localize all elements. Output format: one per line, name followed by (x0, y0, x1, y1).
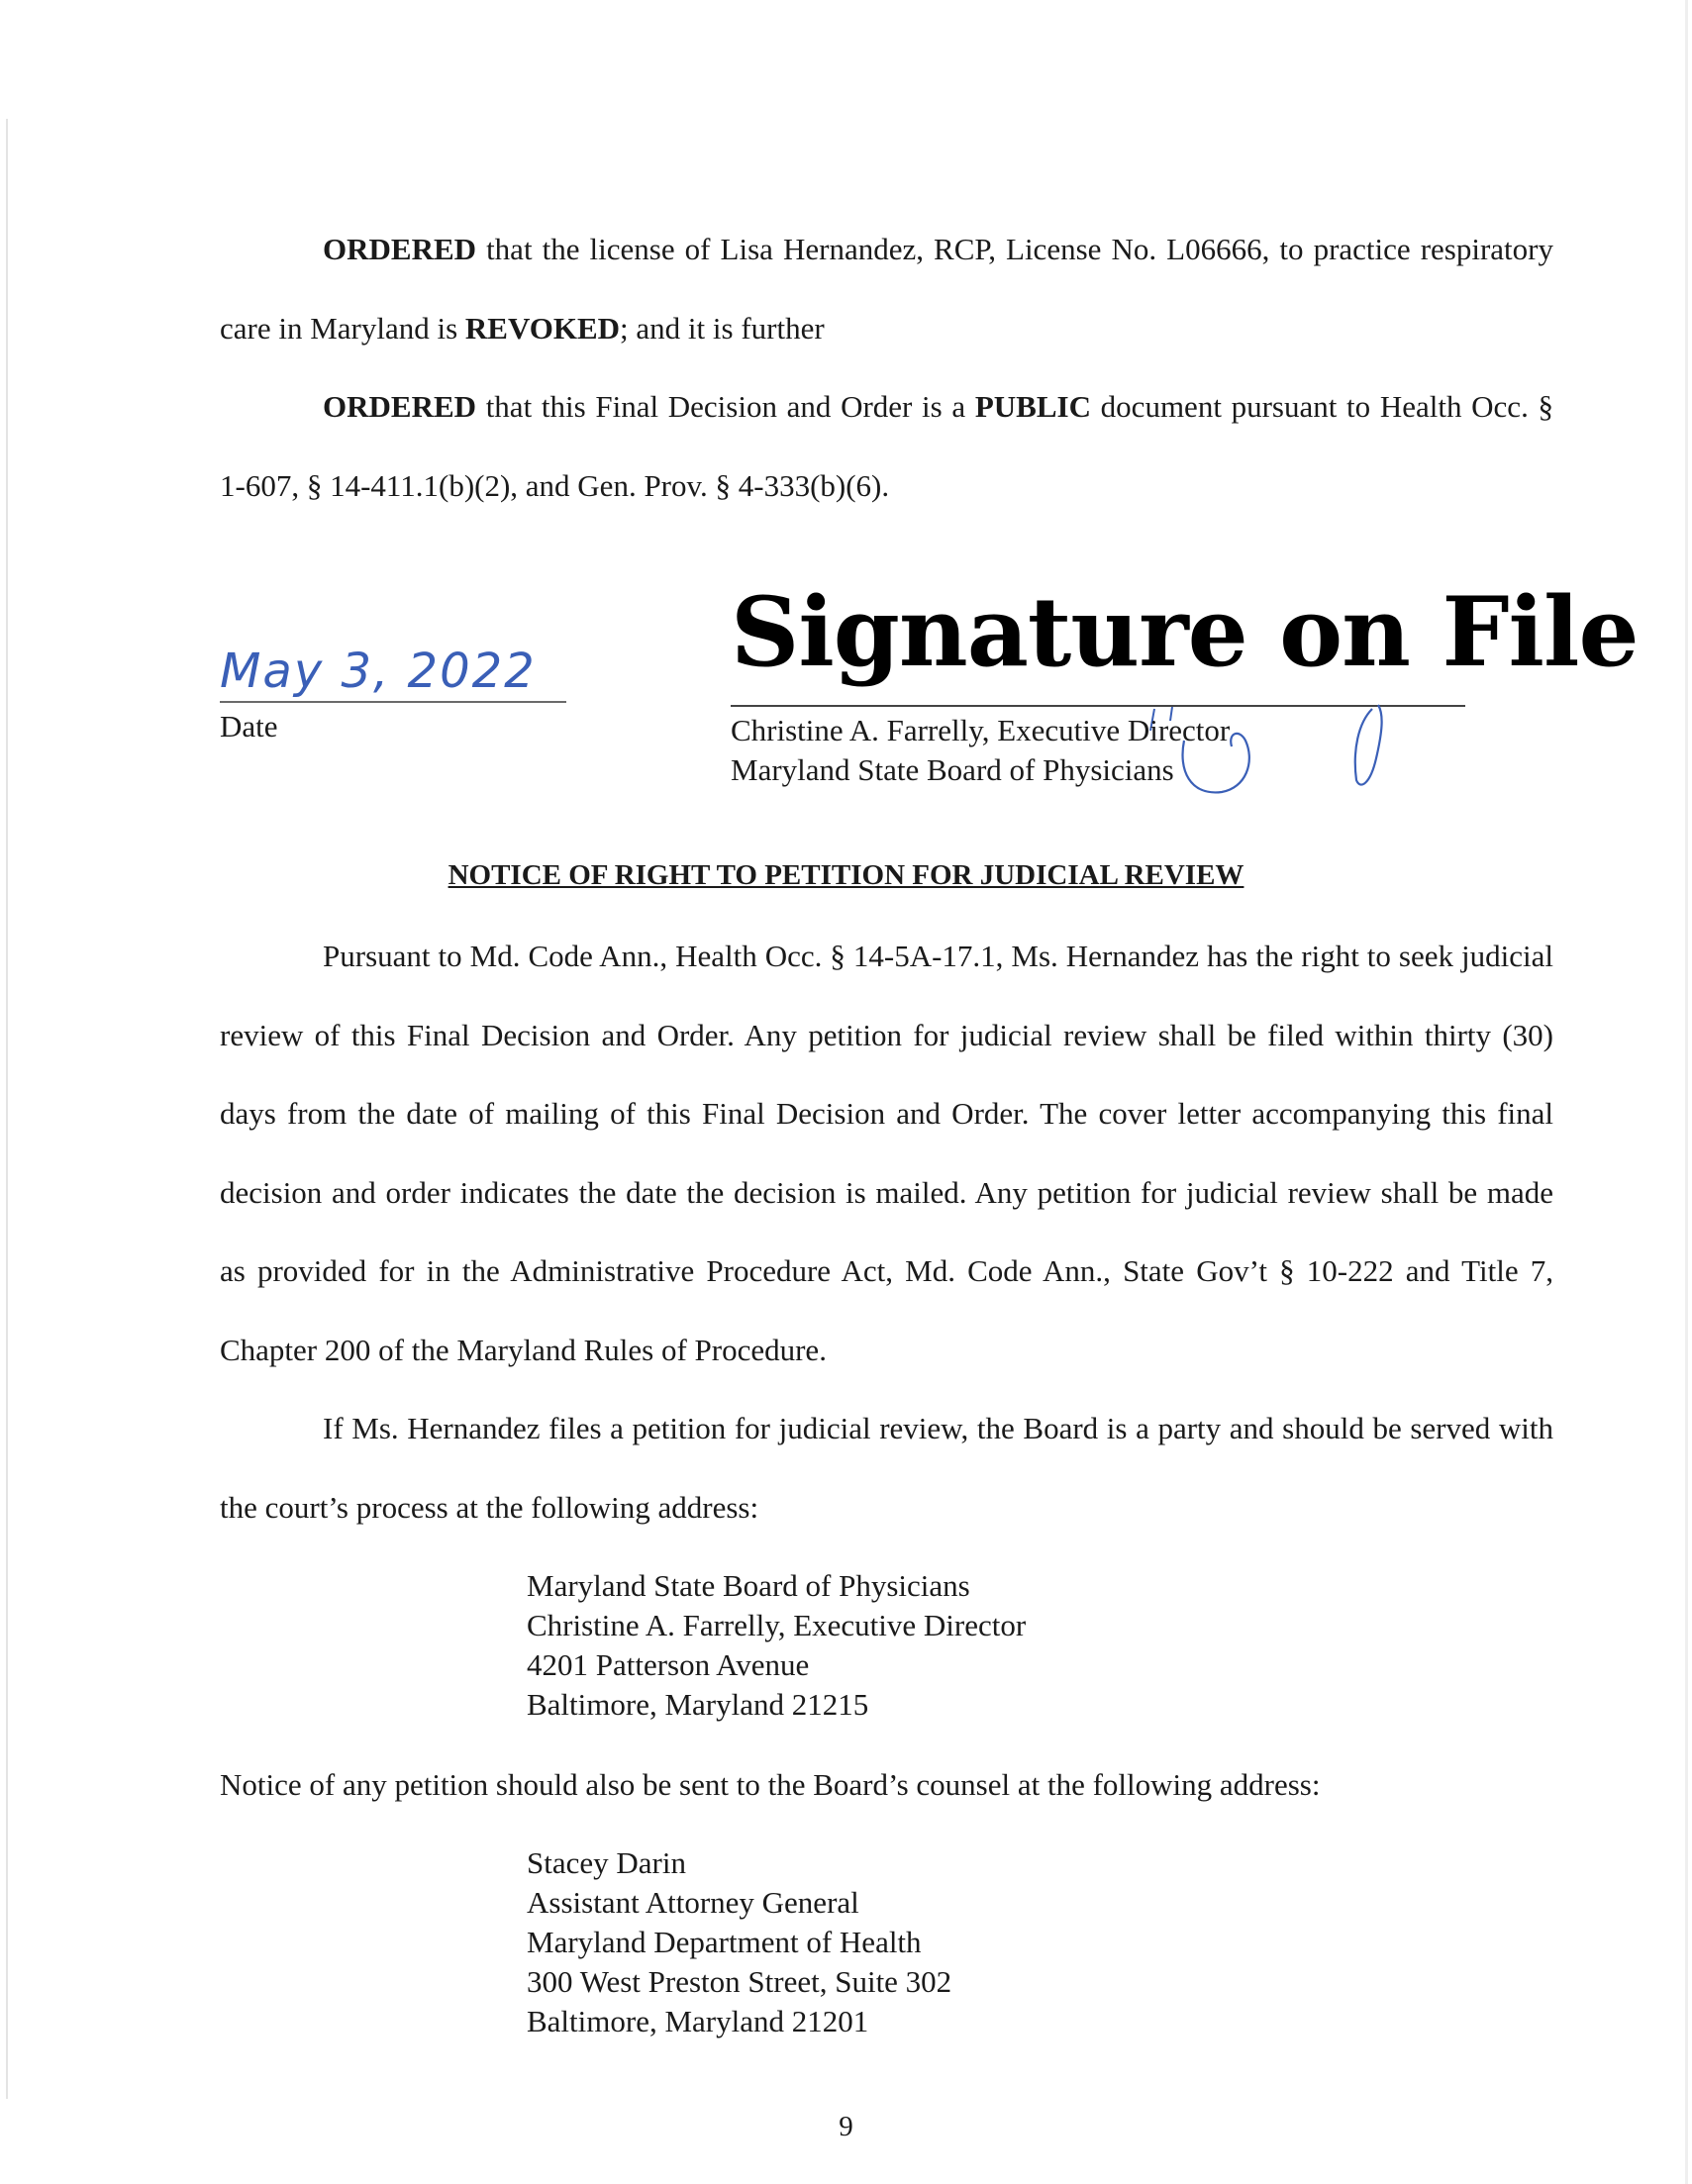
notice-paragraph-3: Notice of any petition should also be sent to the Board’s counsel at the following address: (220, 1767, 1321, 1802)
address-line: 300 West Preston Street, Suite 302 (527, 1964, 952, 1999)
notice-title: NOTICE OF RIGHT TO PETITION FOR JUDICIAL REVIEW (448, 859, 1244, 891)
date-block (220, 644, 576, 762)
counsel-address-block (527, 1843, 951, 2041)
page-number: 9 (839, 2111, 853, 2142)
notice-paragraph-1: Pursuant to Md. Code Ann., Health Occ. § 14-5A-17.1, Ms. Hernandez has the right to seek judicial review of this Final Decision and Order. Any petition for judicial review shall be filed within thirty (30) days from the date of mailing of this Final Decision and Order. The cover letter accompanying this final decision and order indicates the date the decision is mailed. Any petition for judicial review shall be made as provided for in the Administrative Procedure Act, Md. Code Ann., State Gov’t § 10-222 and Title 7, Chapter 200 of the Maryland Rules of Procedure. (220, 939, 1553, 1367)
order-revocation-paragraph (220, 210, 1553, 367)
order-public-tail: document pursuant to Health Occ. § 1-607, § 14-411.1(b)(2), and Gen. Prov. § 4-333(b)(6). (220, 389, 1554, 503)
revoked-keyword: REVOKED (464, 310, 621, 346)
address-line: Maryland Department of Health (527, 1925, 922, 1959)
ordered-keyword: ORDERED (323, 389, 477, 424)
order-revocation-tail: ; and it is further (620, 310, 825, 346)
address-line: Assistant Attorney General (527, 1885, 859, 1920)
address-line: Stacey Darin (527, 1845, 686, 1880)
address-line: Baltimore, Maryland 21215 (527, 1687, 869, 1722)
address-line: Maryland State Board of Physicians (527, 1568, 970, 1603)
address-line: Christine A. Farrelly, Executive Director (527, 1608, 1027, 1642)
signatory-block (731, 711, 1230, 790)
scan-edge-left (6, 119, 8, 2099)
order-public-paragraph (220, 367, 1553, 525)
signatory-organization: Maryland State Board of Physicians (731, 752, 1174, 787)
public-keyword: PUBLIC (974, 389, 1091, 424)
address-line: Baltimore, Maryland 21201 (527, 2004, 869, 2038)
ordered-keyword: ORDERED (323, 232, 477, 266)
date-line (220, 701, 566, 703)
signature-on-file-stamp: Signature on File (731, 576, 1639, 688)
address-line: 4201 Patterson Avenue (527, 1647, 810, 1682)
handwritten-date: May 3, 2022 (220, 644, 537, 699)
order-revocation-text: that the license of Lisa Hernandez, RCP, License No. L06666, to practice respiratory care in Maryland is (220, 232, 1553, 346)
date-label: Date (220, 709, 278, 744)
notice-paragraph-2: If Ms. Hernandez files a petition for judicial review, the Board is a party and should be served with the court’s process at the following address: (220, 1411, 1553, 1525)
order-public-text: that this Final Decision and Order is a (476, 389, 975, 424)
scan-edge-right (1685, 0, 1688, 2184)
board-address-block (527, 1566, 1026, 1725)
signatory-name-title: Christine A. Farrelly, Executive Director (731, 713, 1231, 747)
